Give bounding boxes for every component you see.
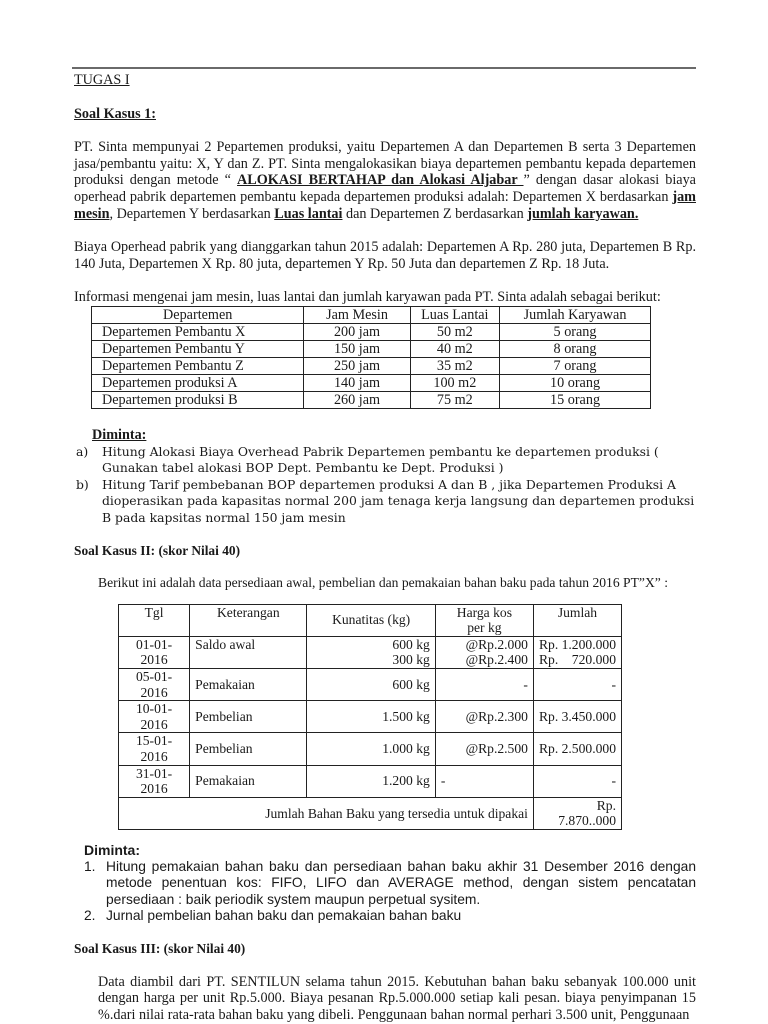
case2-title: Soal Kasus II: (skor Nilai 40) <box>74 542 241 558</box>
harga-line: @Rp.2.000 <box>465 636 528 652</box>
document-page <box>74 72 696 1023</box>
cell-jumlah-karyawan: 10 orang <box>500 374 651 391</box>
cell-tgl: 05-01-2016 <box>119 669 190 701</box>
cell-jam-mesin: 200 jam <box>304 323 410 340</box>
case2-intro: Berikut ini adalah data persediaan awal, pembelian dan pemakaian bahan baku pada tahun 2016 PT”X” : <box>98 575 668 591</box>
allocation-method: ALOKASI BERTAHAP dan Alokasi Aljabar <box>237 172 524 189</box>
inventory-table <box>118 604 622 830</box>
cell-luas-lantai: 50 m2 <box>410 323 499 340</box>
table-row <box>119 733 622 765</box>
cell-tgl: 15-01-2016 <box>119 733 190 765</box>
column-header-kuantitas: Kunatitas (kg) <box>307 604 435 636</box>
cell-luas-lantai: 100 m2 <box>410 374 499 391</box>
cell-kuantitas: 1.000 kg <box>307 733 435 765</box>
basis-x: jam mesin <box>74 188 696 222</box>
case1-budget-paragraph: Biaya Operhead pabrik yang dianggarkan tahun 2015 adalah: Departemen A Rp. 280 juta, Departemen B Rp. 140 Juta, Departemen X Rp. 80 juta, departemen Y Rp. 50 Juta dan departemen Z Rp. 18 Juta. <box>74 239 696 272</box>
basis-z: jumlah karyawan. <box>527 205 639 222</box>
list-text: Hitung pemakaian bahan baku dan persediaan bahan baku akhir 31 Desember 2016 dengan metode penentuan kos: FIFO, LIFO dan AVERAGE method, dengan sistem pencatatan persediaan : baik periodik system maupun perpetual sysitem. <box>106 858 696 907</box>
table-row <box>92 391 651 408</box>
list-text: Hitung Alokasi Biaya Overhead Pabrik Departemen pembantu ke departemen produksi ( Gunakan tabel alokasi BOP Dept. Pembantu ke Dept. Produksi ) <box>102 443 659 476</box>
list-marker: a) <box>76 443 89 459</box>
list-marker: 1. <box>84 858 96 874</box>
cell-keterangan: Pembelian <box>190 701 307 733</box>
cell-department: Departemen Pembantu X <box>92 323 304 340</box>
cell-kuantitas: 1.500 kg <box>307 701 435 733</box>
top-rule <box>72 67 696 69</box>
cell-kuantitas: 600 kg <box>307 669 435 701</box>
column-header-harga: Harga kos per kg <box>435 604 533 636</box>
text-span: , Departemen Y berdasarkan <box>109 205 275 222</box>
table-row <box>92 357 651 374</box>
table-row <box>92 340 651 357</box>
cell-jumlah <box>533 636 621 668</box>
cell-department: Departemen Pembantu Z <box>92 357 304 374</box>
table-total-row <box>119 797 622 829</box>
list-marker: b) <box>76 476 89 492</box>
list-item <box>70 859 696 909</box>
list-text: Hitung Tarif pembebanan BOP departemen produksi A dan B , jika Departemen Produksi A dioperasikan pada kapasitas normal 200 jam tenaga kerja langsung dan departemen produksi B pada kapsitas normal 150 jam mesin <box>102 476 695 525</box>
cell-jam-mesin: 250 jam <box>304 357 410 374</box>
cell-harga: - <box>435 765 533 797</box>
list-item <box>76 477 696 527</box>
cell-harga: - <box>435 669 533 701</box>
requirements-list <box>76 444 696 527</box>
case3-paragraph: Data diambil dari PT. SENTILUN selama tahun 2015. Kebutuhan bahan baku sebanyak 100.000 unit dengan harga per unit Rp.5.000. Biaya pesanan Rp.5.000.000 setiap kali pesan. biaya penyimpanan 15 %.dari nilai rata-rata bahan baku yang dibeli. Penggunaan bahan normal perhari 3.500 unit, Penggunaan <box>98 973 696 1023</box>
list-marker: 2. <box>84 908 96 924</box>
cell-keterangan: Saldo awal <box>190 636 307 668</box>
cell-keterangan: Pembelian <box>190 733 307 765</box>
case1-requirements <box>76 426 696 527</box>
qty-line: 300 kg <box>392 652 430 668</box>
cell-jam-mesin: 150 jam <box>304 340 410 357</box>
list-item <box>70 908 696 925</box>
cell-harga: @Rp.2.300 <box>435 701 533 733</box>
column-header-jumlah: Jumlah <box>533 604 621 636</box>
column-header: Jam Mesin <box>304 306 410 323</box>
qty-line: 600 kg <box>392 636 430 652</box>
cell-department: Departemen Pembantu Y <box>92 340 304 357</box>
jumlah-line: Rp. 720.000 <box>538 652 616 668</box>
cell-kuantitas <box>307 636 435 668</box>
table-row <box>119 636 622 668</box>
department-table <box>91 306 651 409</box>
jumlah-line: Rp. 1.200.000 <box>538 636 616 652</box>
list-text: Jurnal pembelian bahan baku dan pemakaian bahan baku <box>106 908 462 924</box>
document-title: TUGAS I <box>74 72 130 88</box>
text-span: PT. Sinta mempunyai 2 Pepartemen produksi, yaitu Departemen A dan Departemen B serta 3 Departemen jasa/pembantu yaitu: X, Y dan Z. PT. Sinta mengalokasikan biaya departemen pembantu kepada departemen produksi dengan metode “ <box>74 139 696 189</box>
cell-luas-lantai: 40 m2 <box>410 340 499 357</box>
cell-jumlah: Rp. 2.500.000 <box>533 733 621 765</box>
total-value: Rp. 7.870..000 <box>533 797 621 829</box>
case2-requirements-title: Diminta: <box>84 842 140 858</box>
table-header-row <box>119 604 622 636</box>
harga-line: @Rp.2.400 <box>465 652 528 668</box>
cell-jumlah-karyawan: 8 orang <box>500 340 651 357</box>
total-label: Jumlah Bahan Baku yang tersedia untuk dipakai <box>119 797 534 829</box>
case2-requirements-list <box>70 859 696 925</box>
cell-jumlah-karyawan: 5 orang <box>500 323 651 340</box>
cell-keterangan: Pemakaian <box>190 765 307 797</box>
table-row <box>92 323 651 340</box>
column-header: Jumlah Karyawan <box>500 306 651 323</box>
case1-title: Soal Kasus 1: <box>74 105 156 122</box>
cell-tgl: 01-01-2016 <box>119 636 190 668</box>
text-span: ” dengan dasar alokasi biaya operhead pabrik departemen pembantu kepada departemen produksi adalah: Departemen X berdasarkan <box>74 172 696 205</box>
cell-jam-mesin: 140 jam <box>304 374 410 391</box>
cell-department: Departemen produksi B <box>92 391 304 408</box>
text-span: dan Departemen Z berdasarkan <box>342 205 528 222</box>
case1-info-paragraph: Informasi mengenai jam mesin, luas lantai dan jumlah karyawan pada PT. Sinta adalah sebagai berikut: <box>74 289 661 306</box>
cell-keterangan: Pemakaian <box>190 669 307 701</box>
cell-harga: @Rp.2.500 <box>435 733 533 765</box>
column-header: Departemen <box>92 306 304 323</box>
cell-harga <box>435 636 533 668</box>
column-header-keterangan: Keterangan <box>190 604 307 636</box>
cell-tgl: 31-01-2016 <box>119 765 190 797</box>
cell-jam-mesin: 260 jam <box>304 391 410 408</box>
basis-y: Luas lantai <box>274 205 343 222</box>
table-row <box>119 669 622 701</box>
list-item <box>76 444 696 477</box>
table-row <box>119 701 622 733</box>
column-header-tgl: Tgl <box>119 604 190 636</box>
cell-jumlah-karyawan: 15 orang <box>500 391 651 408</box>
table-row <box>119 765 622 797</box>
cell-jumlah: Rp. 3.450.000 <box>533 701 621 733</box>
cell-jumlah-karyawan: 7 orang <box>500 357 651 374</box>
case3-title: Soal Kasus III: (skor Nilai 40) <box>74 940 246 956</box>
cell-tgl: 10-01-2016 <box>119 701 190 733</box>
column-header: Luas Lantai <box>410 306 499 323</box>
cell-kuantitas: 1.200 kg <box>307 765 435 797</box>
case1-intro-paragraph <box>74 139 696 222</box>
cell-department: Departemen produksi A <box>92 374 304 391</box>
cell-jumlah: - <box>533 765 621 797</box>
cell-luas-lantai: 75 m2 <box>410 391 499 408</box>
requirements-title: Diminta: <box>92 426 147 443</box>
cell-jumlah: - <box>533 669 621 701</box>
table-header-row <box>92 306 651 323</box>
table-row <box>92 374 651 391</box>
cell-luas-lantai: 35 m2 <box>410 357 499 374</box>
